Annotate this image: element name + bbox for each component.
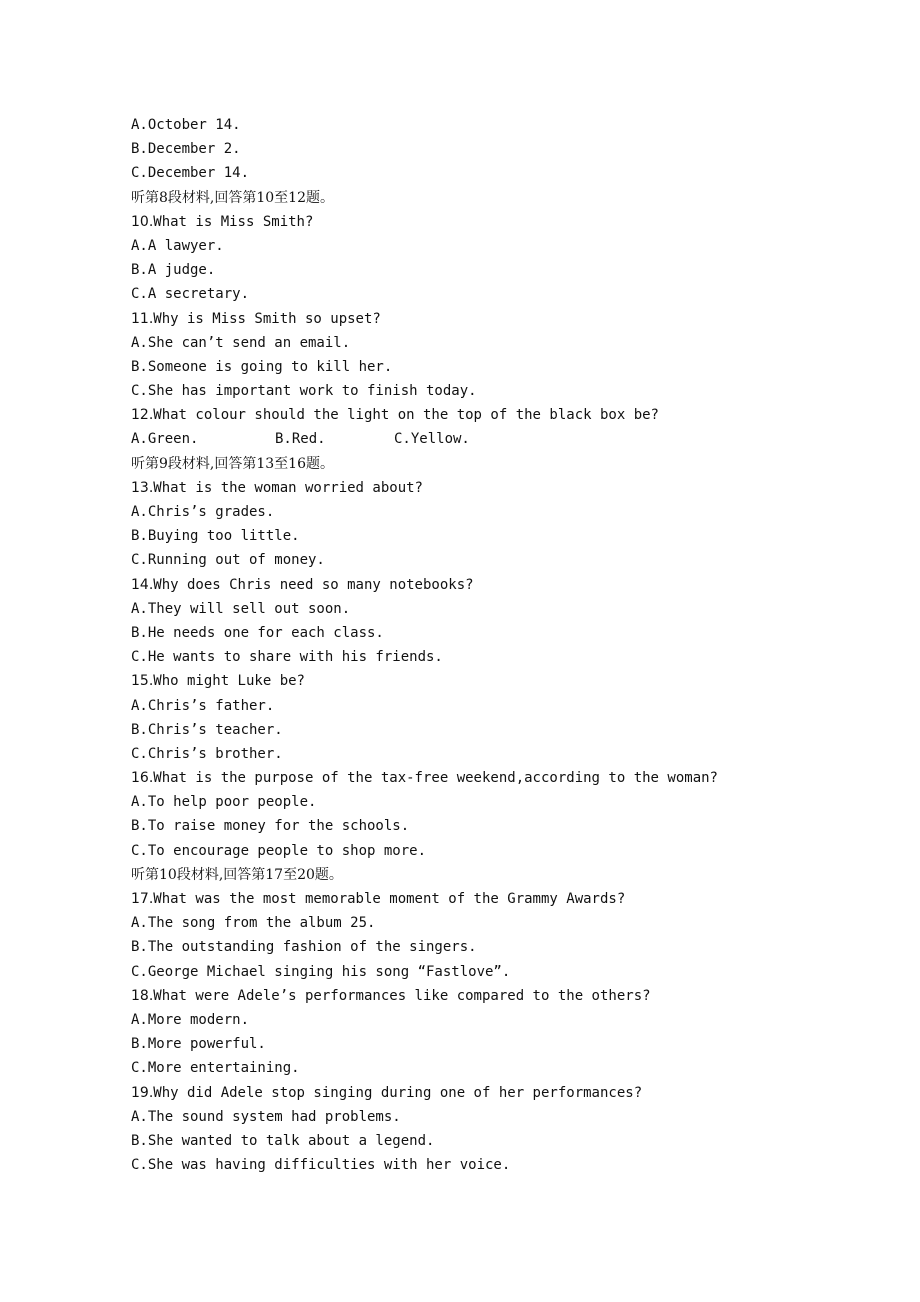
question-13 [131, 476, 891, 500]
q9-option-c: C.December 14. [131, 165, 250, 182]
question-number: 13. [131, 479, 154, 496]
q16-option-a: A.To help poor people. [131, 794, 317, 811]
q13-option-b: B.Buying too little. [131, 528, 300, 545]
q12-option-a: A.Green. [131, 431, 199, 448]
question-text: Why is Miss Smith so upset? [153, 310, 381, 327]
section-10-heading: 听第10段材料,回答第17至20题。 [131, 866, 343, 883]
q12-options [131, 427, 891, 451]
question-number: 19. [131, 1084, 154, 1101]
q14-option-a: A.They will sell out soon. [131, 600, 351, 617]
section-9-heading: 听第9段材料,回答第13至16题。 [131, 455, 334, 472]
question-11 [131, 307, 891, 331]
question-text: What was the most memorable moment of the Grammy Awards? [153, 891, 626, 907]
q10-option-a: A.A lawyer. [131, 237, 224, 254]
q13-option-a: A.Chris’s grades. [131, 504, 275, 520]
question-number: 14. [131, 576, 154, 593]
question-12 [131, 403, 891, 427]
question-number: 16. [131, 770, 154, 787]
q19-option-c: C.She was having difficulties with her voice. [131, 1157, 511, 1174]
question-19 [131, 1081, 891, 1105]
exam-page [131, 113, 891, 1177]
q16-option-b: B.To raise money for the schools. [131, 818, 410, 835]
q17-option-b: B.The outstanding fashion of the singers. [131, 939, 477, 956]
question-18 [131, 984, 891, 1008]
q14-option-c: C.He wants to share with his friends. [131, 649, 443, 666]
question-16 [131, 766, 891, 790]
q9-option-b: B.December 2. [131, 141, 241, 158]
q11-option-c: C.She has important work to finish today. [131, 383, 477, 400]
question-14 [131, 573, 891, 597]
q11-option-a: A.She can’t send an email. [131, 334, 351, 351]
question-15 [131, 669, 891, 693]
question-text: What is the purpose of the tax-free weekend,according to the woman? [153, 770, 718, 787]
question-10 [131, 210, 891, 234]
q15-option-a: A.Chris’s father. [131, 697, 275, 714]
question-text: Who might Luke be? [153, 673, 305, 690]
question-text: What were Adele’s performances like compared to the others? [153, 987, 651, 1004]
question-number: 10. [131, 213, 154, 230]
q14-option-b: B.He needs one for each class. [131, 624, 384, 641]
q16-option-c: C.To encourage people to shop more. [131, 842, 427, 859]
q15-option-c: C.Chris’s brother. [131, 745, 283, 762]
question-17 [131, 887, 891, 911]
question-text: What colour should the light on the top of the black box be? [153, 407, 659, 424]
q19-option-b: B.She wanted to talk about a legend. [131, 1132, 435, 1149]
q18-option-c: C.More entertaining. [131, 1060, 300, 1077]
question-number: 11. [131, 310, 154, 327]
q9-option-a: A.October 14. [131, 117, 241, 133]
question-number: 17. [131, 891, 154, 907]
question-text: Why does Chris need so many notebooks? [153, 576, 474, 593]
section-8-heading: 听第8段材料,回答第10至12题。 [131, 189, 334, 206]
q12-option-b: B.Red. [275, 431, 326, 448]
q11-option-b: B.Someone is going to kill her. [131, 358, 393, 375]
q17-option-a: A.The song from the album 25. [131, 915, 376, 932]
q10-option-b: B.A judge. [131, 262, 216, 279]
q13-option-c: C.Running out of money. [131, 552, 325, 569]
q17-option-c: C.George Michael singing his song “Fastlove”. [131, 963, 511, 980]
q12-option-c: C.Yellow. [394, 431, 470, 448]
question-number: 12. [131, 407, 154, 424]
q18-option-b: B.More powerful. [131, 1036, 266, 1053]
q15-option-b: B.Chris’s teacher. [131, 721, 283, 738]
q19-option-a: A.The sound system had problems. [131, 1108, 401, 1125]
question-text: What is Miss Smith? [153, 213, 314, 230]
q10-option-c: C.A secretary. [131, 286, 250, 303]
question-text: Why did Adele stop singing during one of her performances? [153, 1084, 643, 1101]
question-number: 18. [131, 987, 154, 1004]
question-number: 15. [131, 673, 154, 690]
question-text: What is the woman worried about? [153, 479, 423, 496]
q18-option-a: A.More modern. [131, 1011, 250, 1028]
